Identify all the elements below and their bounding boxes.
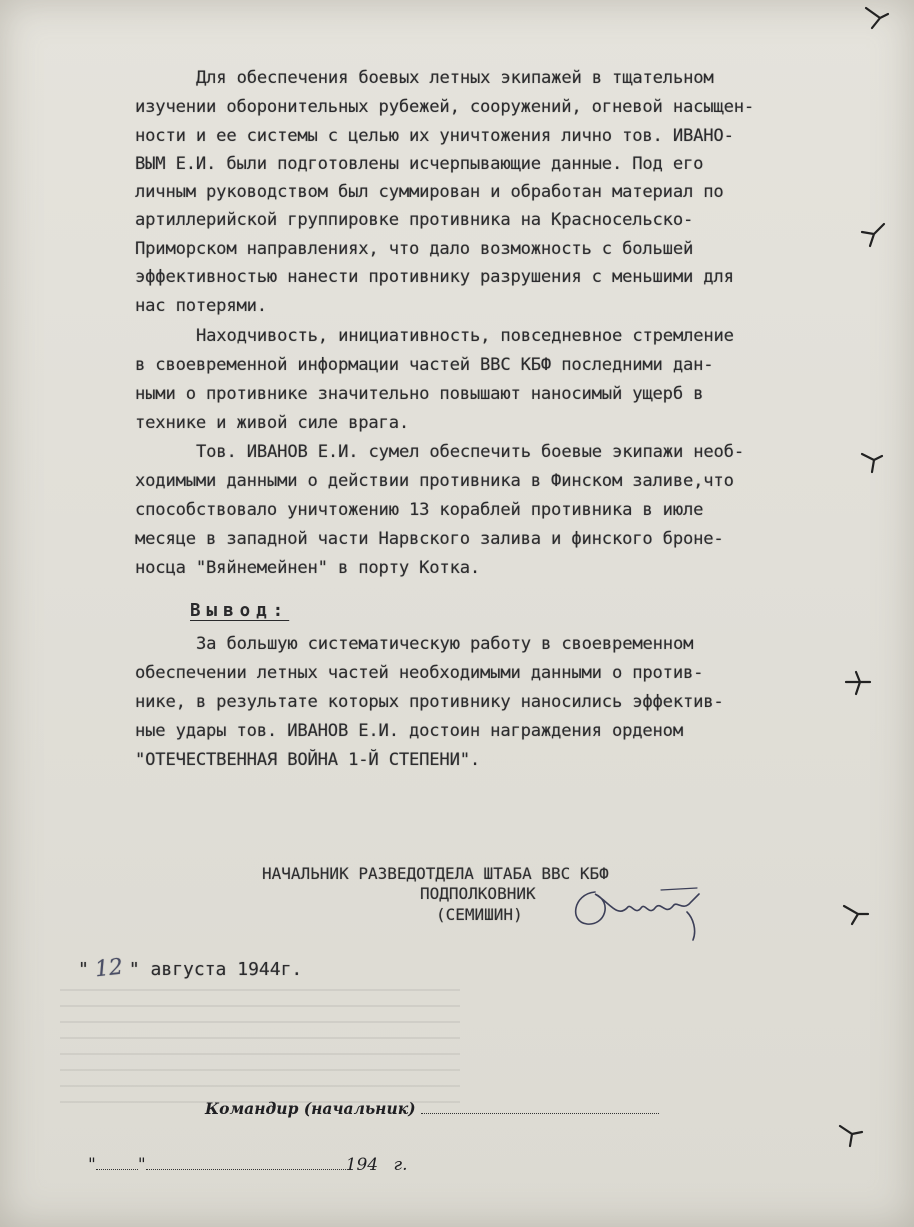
form-date-open-quote: "	[88, 1155, 96, 1175]
commander-label: Командир (начальник)	[205, 1099, 416, 1118]
form-date-field	[88, 1155, 408, 1175]
date-day-handwritten: 12	[93, 954, 125, 983]
body-line: эффективностью нанести противнику разрушения с меньшими для	[135, 267, 734, 287]
conclusion-line: За большую систематическую работу в своевременном	[196, 634, 694, 654]
date-open-quote: "	[78, 959, 89, 980]
form-year-prefix: 194	[345, 1155, 379, 1175]
conclusion-line: ные удары тов. ИВАНОВ Е.И. достоин награждения орденом	[135, 721, 683, 741]
commander-blank-line	[421, 1111, 659, 1114]
conclusion-line: "ОТЕЧЕСТВЕННАЯ ВОЙНА 1-Й СТЕПЕНИ".	[135, 750, 481, 770]
body-line: Приморском направлениях, что дало возможность с большей	[135, 239, 694, 259]
document-date	[78, 956, 302, 981]
binding-mark-icon	[840, 898, 872, 926]
bleed-through-texture	[60, 975, 460, 1105]
body-line: в своевременной информации частей ВВС КБФ последними дан-	[135, 355, 714, 375]
form-month-blank	[146, 1167, 346, 1170]
body-line: нас потерями.	[135, 296, 267, 316]
form-day-blank	[96, 1167, 138, 1170]
body-line: ходимыми данными о действии противника в Финском заливе,что	[135, 471, 734, 491]
body-line: способствовало уничтожению 13 кораблей противника в июле	[135, 500, 704, 520]
body-line: носца "Вяйнемейнен" в порту Котка.	[135, 558, 481, 578]
date-month-year: августа 1944г.	[150, 959, 303, 980]
body-line: Для обеспечения боевых летных экипажей в тщательном	[196, 68, 714, 88]
body-line: ности и ее системы с целью их уничтожения лично тов. ИВАНО-	[135, 126, 734, 146]
body-line: месяце в западной части Нарвского залива и финского броне-	[135, 529, 724, 549]
body-line: ными о противнике значительно повышают наносимый ущерб в	[135, 384, 704, 404]
binding-mark-icon	[836, 1118, 866, 1148]
binding-mark-icon	[842, 668, 874, 696]
body-line: изучении оборонительных рубежей, сооружений, огневой насыщен-	[135, 97, 755, 117]
binding-mark-icon	[858, 446, 886, 474]
handwritten-signature	[565, 872, 715, 947]
signature-rank: ПОДПОЛКОВНИК	[420, 884, 536, 903]
conclusion-heading: Вывод:	[190, 601, 290, 621]
body-line: Тов. ИВАНОВ Е.И. сумел обеспечить боевые экипажи необ-	[196, 442, 744, 462]
body-line: артиллерийской группировке противника на Красносельско-	[135, 210, 694, 230]
conclusion-line: нике, в результате которых противнику наносились эффектив-	[135, 692, 724, 712]
signature-position: НАЧАЛЬНИК РАЗВЕДОТДЕЛА ШТАБА ВВС КБФ	[262, 864, 609, 883]
body-line: ВЫМ Е.И. были подготовлены исчерпывающие данные. Под его	[135, 154, 704, 174]
form-year-suffix: г.	[393, 1155, 408, 1175]
body-line: технике и живой силе врага.	[135, 413, 409, 433]
binding-mark-icon	[858, 220, 888, 248]
form-date-close-quote: "	[137, 1155, 146, 1175]
body-line: личным руководством был суммирован и обработан материал по	[135, 182, 724, 202]
signature-name: (СЕМИШИН)	[436, 905, 523, 924]
conclusion-line: обеспечении летных частей необходимыми данными о против-	[135, 663, 704, 683]
date-close-quote: "	[128, 959, 140, 980]
commander-field	[205, 1099, 659, 1118]
body-line: Находчивость, инициативность, повседневное стремление	[196, 326, 734, 346]
binding-mark-icon	[862, 2, 892, 32]
